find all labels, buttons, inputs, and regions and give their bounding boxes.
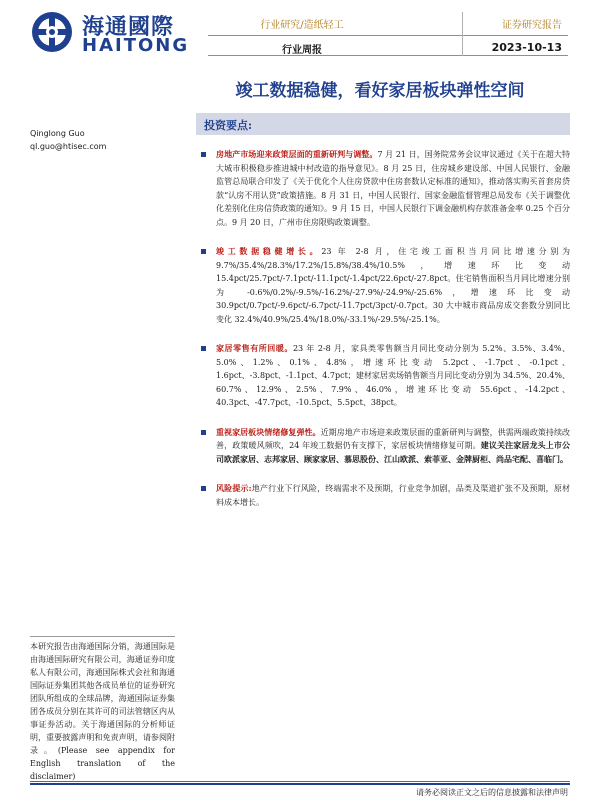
logo-chinese-name: 海通國際	[82, 15, 175, 40]
report-title: 竣工数据稳健，看好家居板块弹性空间	[235, 81, 525, 101]
key-point-body: 7 月 21 日，国务院常务会议审议通过《关于在超大特大城市积极稳步推进城中村改造的指导意见》。8 月 25 日，住房城乡建设部、中国人民银行、金融监管总局联合印发了《关于优化个人住房贷款中住房套数认定标准的通知》，推动落实购买首套房贷款“认房不用认贷”政策措施。8 月 31 日，中国人民银行、国家金融监督管理总局发布《关于调整优化差别化住房信贷政策的通知》。9 月 15 日，中国人民银行下调金融机构存款准备金率 0.25 个百分点。9 月 20 日，广州市住房限购政策调整。	[216, 150, 570, 227]
key-point-item	[196, 245, 570, 326]
footer-accent-bar	[30, 783, 570, 785]
key-point-heading: 重视家居板块情绪修复弹性。	[216, 426, 321, 437]
key-point-heading: 竣工数据稳健增长。	[216, 246, 322, 256]
bullet-square-icon	[201, 486, 206, 491]
key-point-heading: 家居零售有所回暖。	[216, 343, 293, 353]
key-point-body: 近期房地产市场迎来政策层面的重新研判与调整，供需两端政策持续改善，政策暖风频吹，24 年竣工数据仍有支撑下，家居板块情绪修复可期。	[216, 427, 571, 450]
header-category-block	[252, 16, 352, 56]
report-category: 行业研究/造纸轻工	[260, 20, 344, 31]
author-email[interactable]: ql.guo@htisec.com	[30, 142, 107, 151]
report-date: 2023-10-13	[491, 41, 562, 54]
key-point-item	[196, 426, 570, 467]
header-right-block	[452, 16, 562, 54]
key-points-list	[196, 148, 570, 525]
key-point-body: 23 年 2-8 月，住宅竣工面积当月同比增速分别为 9.7%/35.4%/28.3%/17.2%/15.8%/38.4%/10.5%，增速环比变动 15.4pct/25.7pct/-7.1pct/-11.1pct/-1.4pct/22.6pct/-27.8pct。住宅销售面积当月同比增速分别为 -0.6%/0.2%/-9.5%/-16.2%/-27.9%/-24.9%/-25.6%，增速环比变动 30.9pct/0.7pct/-9.6pct/-6.7pct/-11.7pct/3pct/-0.7pct。30 大中城市商品房成交套数分别同比变化 32.4%/40.9%/25.4%/18.0%/-33.1%/-29.5%/-25.1%。	[216, 247, 570, 324]
author-block	[30, 127, 106, 153]
report-label: 证券研究报告	[502, 20, 562, 31]
author-name: Qinglong Guo	[30, 129, 85, 138]
report-header	[0, 0, 600, 70]
key-point-heading: 风险提示:	[216, 483, 252, 493]
bullet-square-icon	[201, 346, 206, 351]
footer-notice: 请务必阅读正文之后的信息披露和法律声明	[416, 788, 568, 797]
key-point-emphasis: 建议关注家居龙头上市公司欧派家居、志邦家居、顾家家居、慕思股份、江山欧派、索菲亚、金牌厨柜、尚品宅配、喜临门。	[216, 440, 570, 464]
haitong-emblem-icon	[30, 10, 74, 54]
report-type: 行业周报	[282, 45, 322, 56]
key-point-body: 地产行业下行风险，终端需求不及预期，行业竞争加剧，品类及渠道扩张不及预期，原材料成本增长。	[216, 484, 570, 507]
key-points-label: 投资要点:	[204, 119, 253, 132]
key-point-item	[196, 482, 570, 509]
key-point-heading: 房地产市场迎来政策层面的重新研判与调整。	[216, 149, 378, 159]
bullet-square-icon	[201, 430, 206, 435]
bullet-square-icon	[201, 152, 206, 157]
bullet-square-icon	[201, 249, 206, 254]
disclaimer-divider	[30, 636, 175, 637]
key-point-item	[196, 342, 570, 410]
footer-rule	[30, 781, 570, 782]
disclaimer-text: 本研究报告由海通国际分销，海通国际是由海通国际研究有限公司，海通证券印度私人有限公司，海通国际株式会社和海通国际证券集团其他各成员单位的证券研究团队所组成的全球品牌，海通国际证券集团各成员分别在其许可的司法管辖区内从事证券活动。关于海通国际的分析师证明，重要披露声明和免责声明，请参阅附录。(Please see appendix for English translation of the disclaimer)	[30, 642, 175, 781]
key-point-body: 23 年 2-8 月，家具类零售额当月同比变动分别为 5.2%、3.5%、3.4%、5.0%、1.2%、0.1%、4.8%，增速环比变动 5.2pct、-1.7pct、-0.1pct、1.6pct、-3.8pct、-1.1pct、4.7pct；建材家居卖场销售额当月同比变动分别为 34.5%、20.4%、60.7%、12.9%、2.5%、7.9%、46.0%，增速环比变动 55.6pct、-14.2pct、40.3pct、-47.7pct、-10.5pct、5.5pct、38pct。	[216, 344, 570, 407]
haitong-logo	[30, 8, 205, 54]
key-point-item	[196, 148, 570, 229]
logo-english-name: HAITONG	[82, 35, 190, 56]
key-points-banner	[196, 113, 570, 135]
